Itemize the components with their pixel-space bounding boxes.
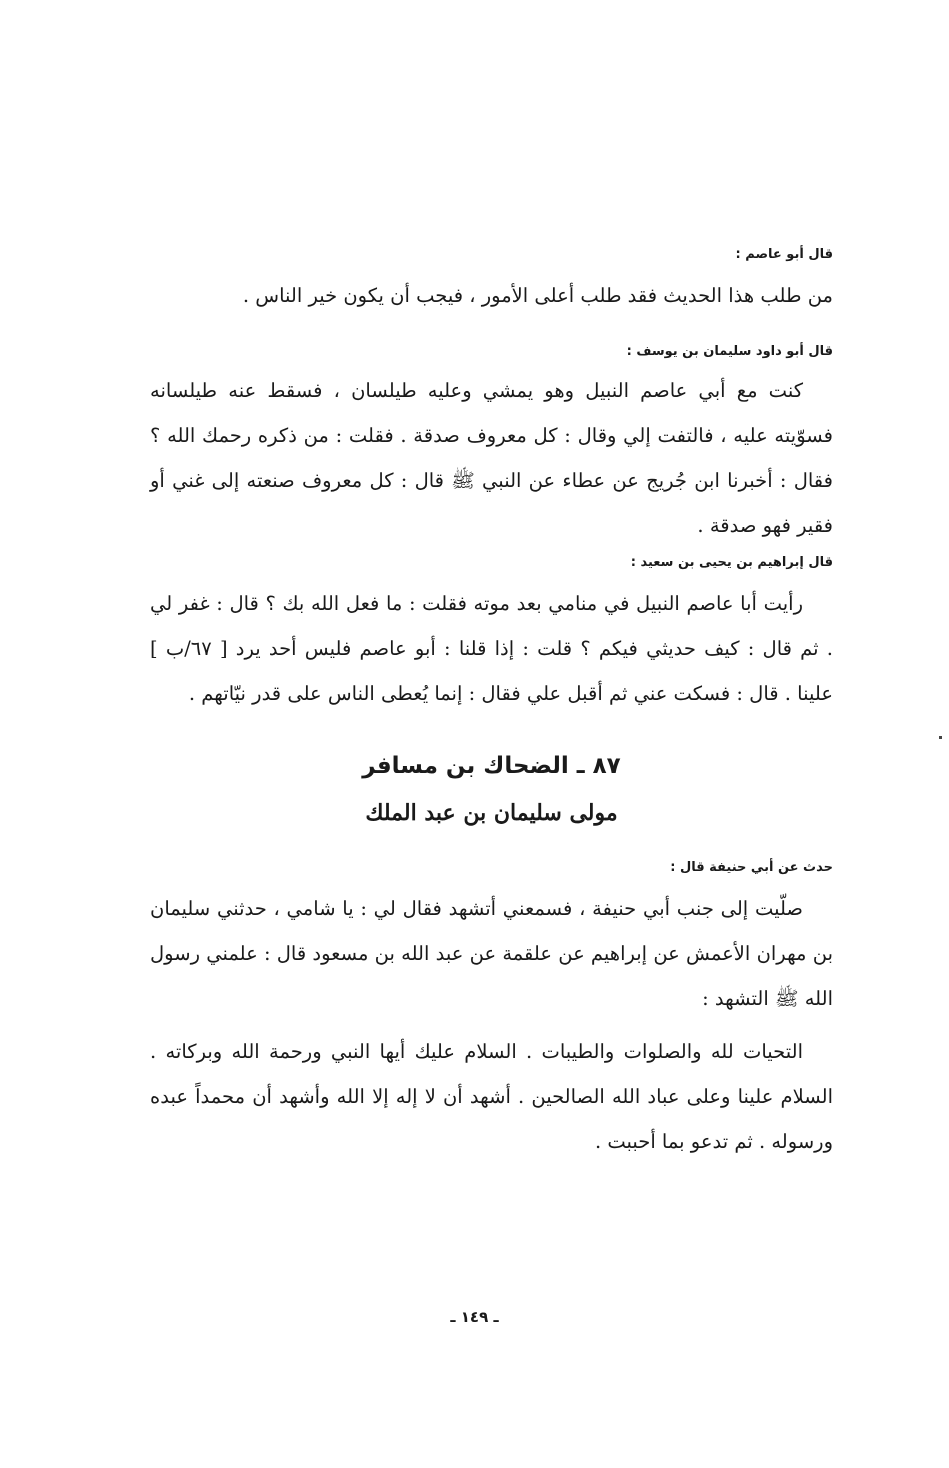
quote-block-ibrahim: [150, 553, 833, 716]
section-title: ٨٧ ـ الضحاك بن مسافر: [362, 753, 621, 779]
quote-block-abu-asim: [150, 245, 833, 318]
quote-block-abu-hanifa: [150, 858, 833, 1164]
narrator-label: قال أبو داود سليمان بن يوسف :: [626, 344, 833, 359]
quote-block-abu-dawud: [150, 342, 833, 548]
narrator-label: قال إبراهيم بن يحيى بن سعيد :: [630, 555, 833, 570]
page-number: ـ ١٤٩ ـ: [450, 1308, 499, 1326]
paragraph: كنت مع أبي عاصم النبيل وهو يمشي وعليه طيلسان ، فسقط عنه طيلسانه فسوّيته عليه ، فالتفت إلي وقال : كل معروف صدقة . فقلت : من ذكره رحمك الله ؟ فقال : أخبرنا ابن جُريج عن عطاء عن النبي ﷺ قال : كل معروف صنعته إلى غني أو فقير فهو صدقة .: [150, 379, 833, 537]
margin-dot: [939, 736, 942, 739]
paragraph: صلّيت إلى جنب أبي حنيفة ، فسمعني أتشهد فقال لي : يا شامي ، حدثني سليمان بن مهران الأعمش عن إبراهيم عن علقمة عن عبد الله بن مسعود قال : علمني رسول الله ﷺ التشهد :: [150, 897, 833, 1010]
paragraph: من طلب هذا الحديث فقد طلب أعلى الأمور ، فيجب أن يكون خير الناس .: [242, 284, 833, 307]
narrator-label: قال أبو عاصم :: [735, 247, 833, 262]
narrator-label: حدث عن أبي حنيفة قال :: [670, 860, 833, 875]
paragraph: رأيت أبا عاصم النبيل في منامي بعد موته فقلت : ما فعل الله بك ؟ قال : غفر لي . ثم قال : كيف حديثي فيكم ؟ قلت : إذا قلنا : أبو عاصم فليس أحد يرد [ ٦٧/ب ] علينا . قال : فسكت عني ثم أقبل علي فقال : إنما يُعطى الناس على قدر نيّاتهم .: [150, 592, 834, 705]
section-subtitle: مولى سليمان بن عبد الملك: [365, 800, 618, 826]
paragraph: التحيات لله والصلوات والطيبات . السلام عليك أيها النبي ورحمة الله وبركاته . السلام علينا وعلى عباد الله الصالحين . أشهد أن لا إله إلا الله وأشهد أن محمداً عبده ورسوله . ثم تدعو بما أحببت .: [150, 1040, 833, 1153]
